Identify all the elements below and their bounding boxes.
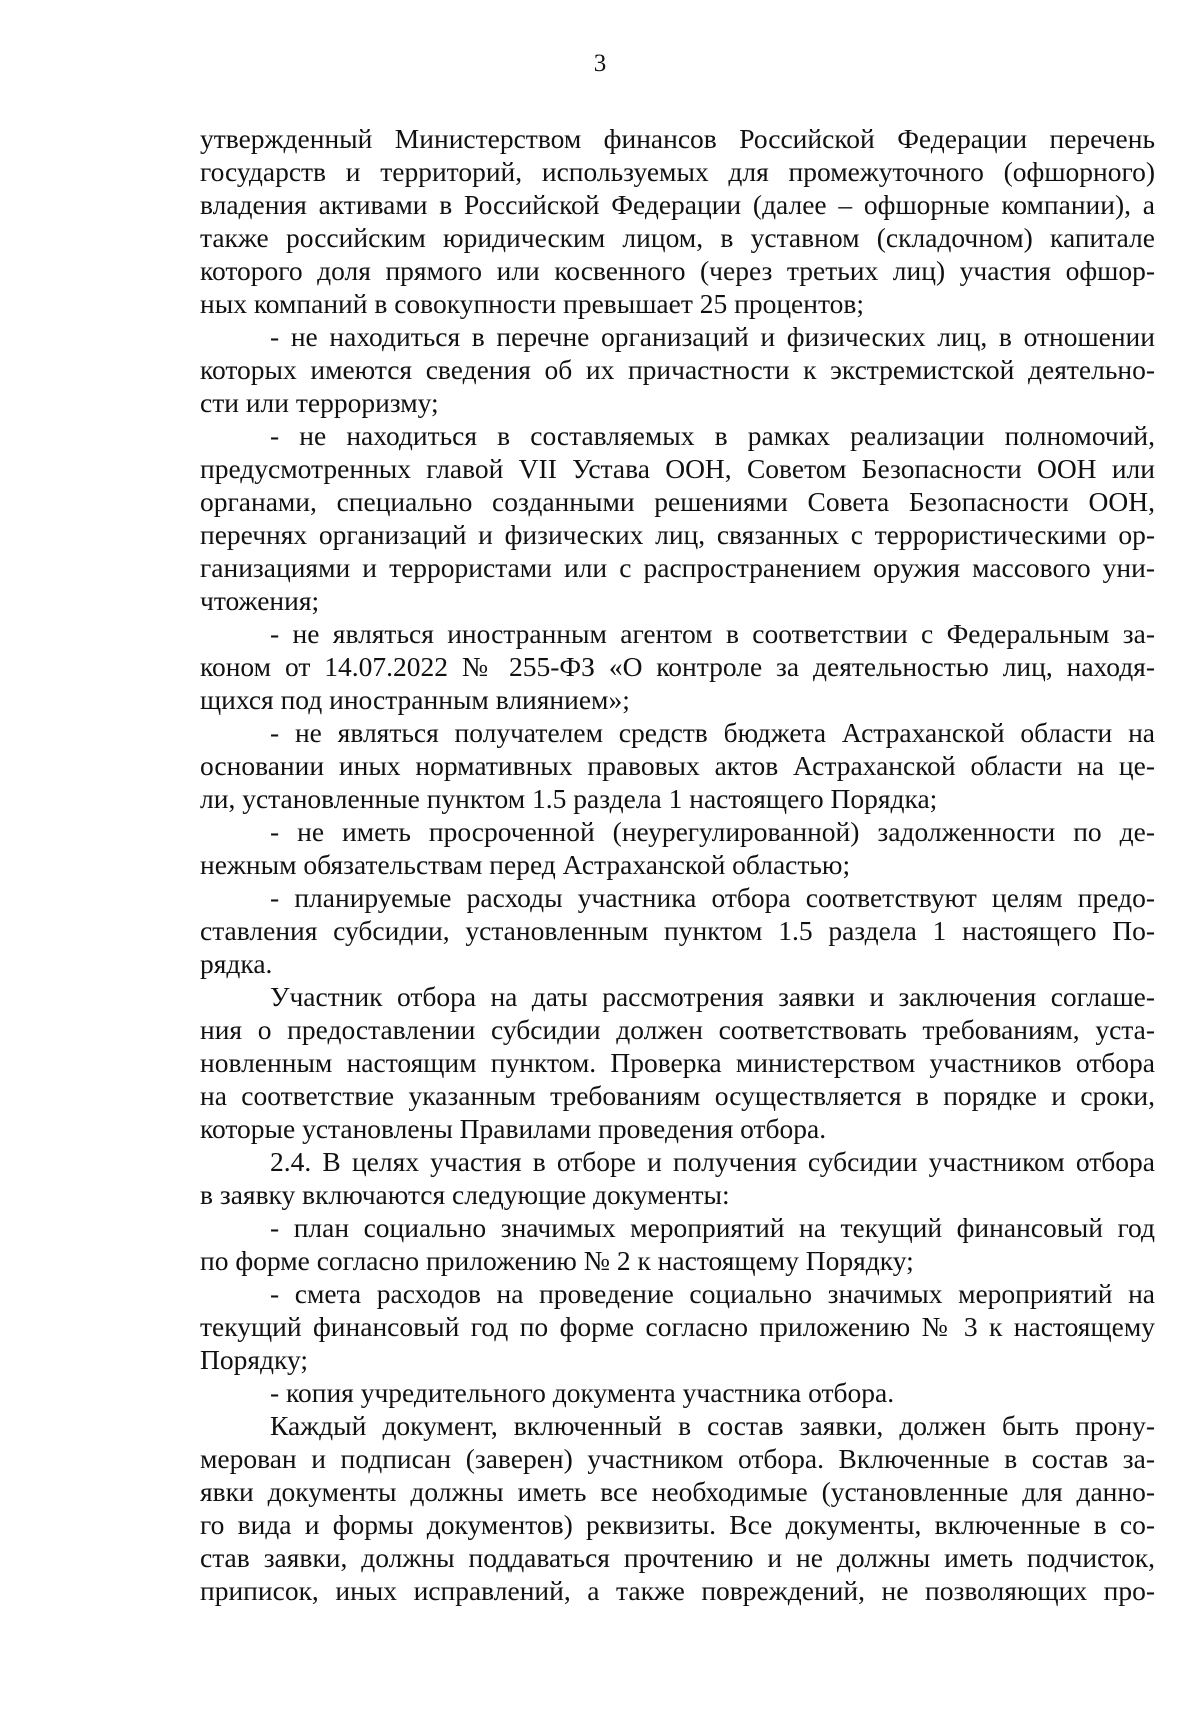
text-line: утвержденный Министерством финансов Российской Федерации перечень — [200, 123, 1155, 154]
text-line: ганизациями и террористами или с распространением оружия массового уни- — [200, 552, 1155, 583]
text-line: приписок, иных исправлений, а также повреждений, не позволяющих про- — [200, 1575, 1155, 1606]
text-line: - не находиться в составляемых в рамках реализации полномочий, — [270, 420, 1155, 451]
text-line: став заявки, должны поддаваться прочтению и не должны иметь подчисток, — [200, 1542, 1155, 1573]
document-body — [200, 122, 1155, 1607]
text-line: - копия учредительного документа участника отбора. — [270, 1377, 895, 1408]
text-line: ли, установленные пунктом 1.5 раздела 1 настоящего Порядка; — [200, 783, 938, 814]
text-line: новленным настоящим пунктом. Проверка министерством участников отбора — [200, 1047, 1155, 1078]
text-line: чтожения; — [200, 585, 320, 616]
text-line: коном от 14.07.2022 № 255-ФЗ «О контроле за деятельностью лиц, находя- — [200, 651, 1155, 682]
text-line: го вида и формы документов) реквизиты. Все документы, включенные в со- — [200, 1509, 1155, 1540]
text-line: которые установлены Правилами проведения отбора. — [200, 1113, 827, 1144]
text-line: Участник отбора на даты рассмотрения заявки и заключения соглаше- — [270, 981, 1155, 1012]
text-line: нежным обязательствам перед Астраханской областью; — [200, 849, 851, 880]
text-line: текущий финансовый год по форме согласно приложению № 3 к настоящему — [200, 1311, 1155, 1342]
text-line: ных компаний в совокупности превышает 25 процентов; — [200, 288, 865, 319]
text-line: перечнях организаций и физических лиц, связанных с террористическими ор- — [200, 519, 1155, 550]
text-line: органами, специально созданными решениями Совета Безопасности ООН, — [200, 486, 1155, 517]
text-line: предусмотренных главой VII Устава ООН, Советом Безопасности ООН или — [200, 453, 1155, 484]
text-line: рядка. — [200, 948, 273, 979]
text-line: которого доля прямого или косвенного (через третьих лиц) участия офшор- — [200, 255, 1155, 286]
text-line: Каждый документ, включенный в состав заявки, должен быть прону- — [270, 1410, 1155, 1441]
text-line: явки документы должны иметь все необходимые (установленные для данно- — [200, 1476, 1155, 1507]
text-line: которых имеются сведения об их причастности к экстремистской деятельно- — [200, 354, 1155, 385]
text-line: в заявку включаются следующие документы: — [200, 1179, 730, 1210]
text-line: - планируемые расходы участника отбора соответствуют целям предо- — [270, 882, 1155, 913]
text-line: - план социально значимых мероприятий на текущий финансовый год — [270, 1212, 1155, 1243]
text-line: - не иметь просроченной (неурегулированной) задолженности по де- — [270, 816, 1155, 847]
text-line: сти или терроризму; — [200, 387, 439, 418]
page-number: 3 — [593, 50, 607, 77]
text-line: также российским юридическим лицом, в уставном (складочном) капитале — [200, 222, 1155, 253]
text-line: - смета расходов на проведение социально значимых мероприятий на — [270, 1278, 1155, 1309]
text-line: 2.4. В целях участия в отборе и получения субсидии участником отбора — [270, 1146, 1155, 1177]
text-line: владения активами в Российской Федерации (далее – офшорные компании), а — [200, 189, 1155, 220]
text-line: - не находиться в перечне организаций и физических лиц, в отношении — [270, 321, 1155, 352]
text-line: - не являться получателем средств бюджета Астраханской области на — [270, 717, 1155, 748]
text-line: ния о предоставлении субсидии должен соответствовать требованиям, уста- — [200, 1014, 1155, 1045]
text-line: основании иных нормативных правовых актов Астраханской области на це- — [200, 750, 1155, 781]
text-line: на соответствие указанным требованиям осуществляется в порядке и сроки, — [200, 1080, 1155, 1111]
text-line: - не являться иностранным агентом в соответствии с Федеральным за- — [270, 618, 1155, 649]
text-line: мерован и подписан (заверен) участником отбора. Включенные в состав за- — [200, 1443, 1155, 1474]
text-line: Порядку; — [200, 1344, 308, 1375]
text-line: государств и территорий, используемых для промежуточного (офшорного) — [200, 156, 1155, 187]
text-line: по форме согласно приложению № 2 к настоящему Порядку; — [200, 1245, 914, 1276]
text-line: ставления субсидии, установленным пунктом 1.5 раздела 1 настоящего По- — [200, 915, 1155, 946]
text-line: щихся под иностранным влиянием»; — [200, 684, 630, 715]
